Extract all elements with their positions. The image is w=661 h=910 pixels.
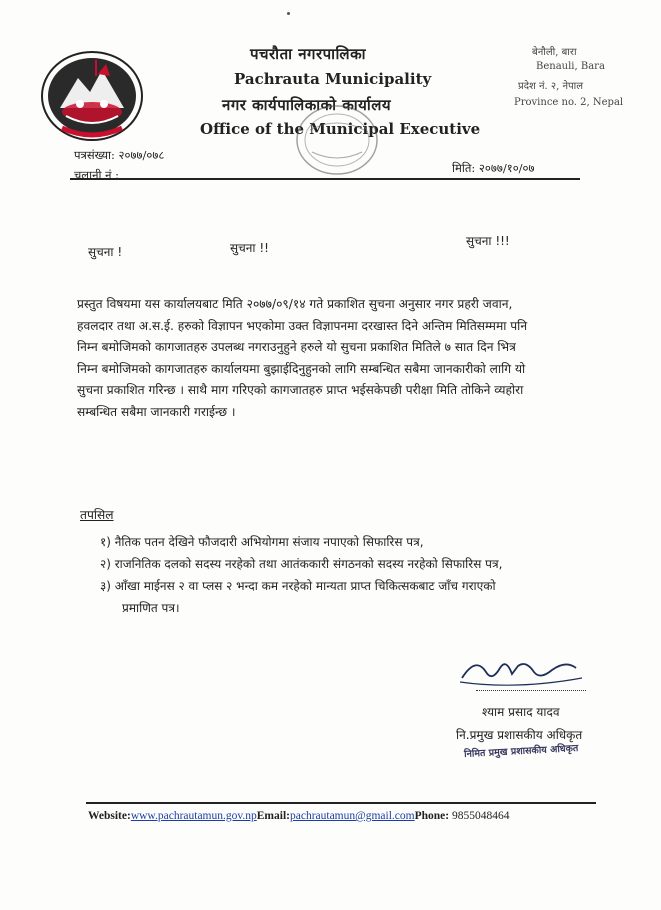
body-line: निम्न बमोजिमको कागजातहरु उपलब्ध नगराउनुहुने हरुले यो सुचना प्रकाशित मितिले ७ सात दिन भित्र: [77, 340, 516, 354]
office-title-english: Office of the Municipal Executive: [200, 120, 481, 138]
list-item-continuation: प्रमाणित पत्र।: [122, 601, 180, 615]
body-line: निम्न बमोजिमको कागजातहरु कार्यालयमा बुझाईदिनुहुनको लागि सम्बन्धित सबैमा जानकारीको लागि यो: [77, 361, 526, 376]
body-line: हवलदार तथा अ.स.ई. हरुको विज्ञापन भएकोमा उक्त विज्ञापनमा दरखास्त दिने अन्तिम मितिसम्ममा पनि: [77, 318, 528, 333]
handwritten-signature: [456, 648, 586, 692]
nepal-emblem-logo: [40, 46, 144, 142]
body-line: सम्बन्धित सबैमा जानकारी गराईन्छ ।: [77, 404, 236, 419]
notice-label-2: सुचना !!: [230, 241, 269, 255]
footer-contact: [88, 810, 509, 822]
signatory-stamp: निमित प्रमुख प्रशासकीय अधिकृत: [463, 743, 579, 760]
phone-number: 9855048464: [451, 810, 510, 822]
letter-date: मिति: २०७७/१०/०७: [452, 161, 535, 175]
address-line-1: बेनौली, बारा: [532, 47, 577, 58]
footer-divider: [86, 802, 596, 804]
list-item: १) नैतिक पतन देखिने फौजदारी अभियोगमा संजाय नपाएको सिफारिस पत्र,: [100, 535, 424, 549]
details-heading: तपसिल: [80, 508, 114, 522]
signature-line: [476, 690, 586, 691]
scan-speck: [287, 12, 290, 15]
email-label: Email:: [256, 810, 290, 822]
office-title-nepali: नगर कार्यपालिकाको कार्यालय: [222, 96, 392, 114]
body-line: प्रस्तुत विषयमा यस कार्यालयबाट मिति २०७७/०९/१४ गते प्रकाशित सुचना अनुसार नगर प्रहरी जवान,: [77, 297, 513, 311]
website-label: Website:: [88, 810, 131, 822]
municipality-title-nepali: पचरौता नगरपालिका: [250, 45, 366, 63]
notice-label-1: सुचना !: [88, 245, 123, 259]
header-divider: [70, 178, 580, 180]
website-link[interactable]: www.pachrautamun.gov.np: [130, 810, 257, 822]
phone-label: Phone:: [414, 810, 450, 822]
address-line-2: Benauli, Bara: [536, 61, 605, 72]
notice-body-paragraph: [77, 294, 597, 423]
list-item: ३) आँखा माईनस २ वा प्लस २ भन्दा कम नरहेको मान्यता प्राप्त चिकित्सकबाट जाँच गराएको: [100, 579, 496, 593]
dispatch-number: चलानी नं :: [74, 168, 120, 182]
signatory-name: श्याम प्रसाद यादव: [482, 705, 560, 719]
notice-label-3: सुचना !!!: [466, 234, 510, 248]
address-line-4: Province no. 2, Nepal: [514, 97, 624, 108]
signatory-title: नि.प्रमुख प्रशासकीय अधिकृत: [456, 728, 583, 742]
office-seal-stamp: [292, 100, 382, 180]
reference-number: पत्रसंख्या: २०७७/०७८: [74, 148, 165, 162]
details-list: [100, 531, 600, 619]
email-link[interactable]: pachrautamun@gmail.com: [289, 810, 415, 822]
body-line: सुचना प्रकाशित गरिन्छ । साथै माग गरिएको कागजातहरु प्राप्त भईसकेपछी परीक्षा मिति तोकिने व्यहोरा: [77, 383, 524, 397]
address-line-3: प्रदेश नं. २, नेपाल: [518, 81, 584, 92]
list-item: २) राजनितिक दलको सदस्य नरहेको तथा आतंककारी संगठनको सदस्य नरहेको सिफारिस पत्र,: [100, 557, 503, 571]
municipality-title-english: Pachrauta Municipality: [234, 70, 432, 88]
